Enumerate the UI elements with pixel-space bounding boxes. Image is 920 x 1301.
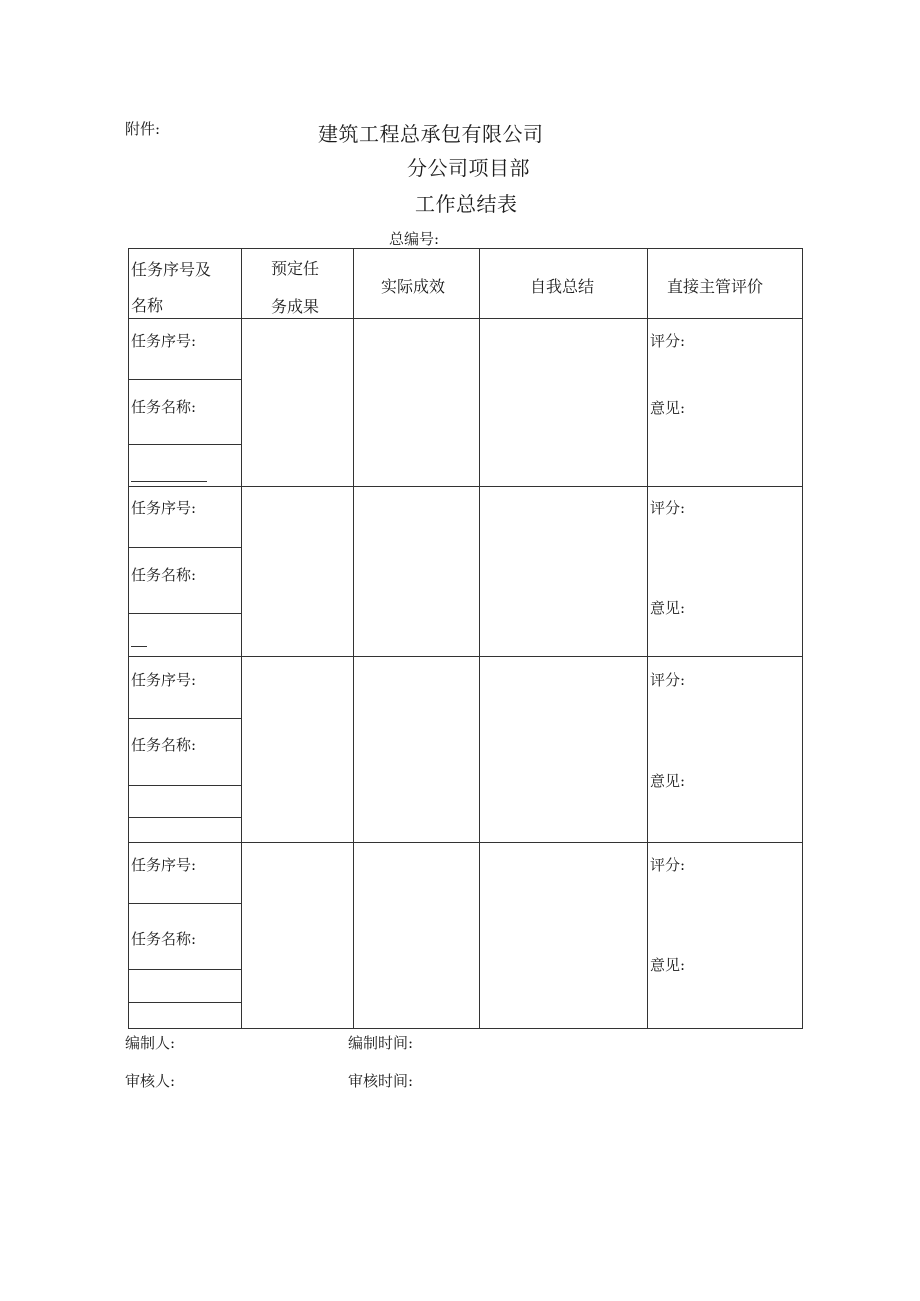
row3-task-name-label: 任务名称:	[131, 736, 197, 754]
row3-subline-3	[128, 817, 241, 818]
row2-score-label: 评分:	[650, 499, 686, 517]
row3-opinion-label: 意见:	[650, 772, 686, 790]
row1-subline-1	[128, 379, 241, 380]
row3-subline-2	[128, 785, 241, 786]
table-border-right	[802, 248, 803, 1029]
table-border-bottom	[128, 1028, 803, 1029]
row4-subline-2	[128, 969, 241, 970]
row2-name-underline	[131, 646, 147, 647]
row3-subline-1	[128, 718, 241, 719]
row-divider-1	[128, 486, 803, 487]
attachment-label: 附件:	[125, 120, 161, 138]
review-time-label: 审核时间:	[348, 1072, 414, 1090]
row3-task-no-label: 任务序号:	[131, 671, 197, 689]
row1-subline-2	[128, 444, 241, 445]
col-header-planned-line1: 预定任	[271, 259, 320, 278]
table-border-top	[128, 248, 803, 249]
title-company: 建筑工程总承包有限公司	[318, 122, 544, 146]
reviewer-label: 审核人:	[125, 1072, 176, 1090]
row-divider-3	[128, 842, 803, 843]
compile-time-label: 编制时间:	[348, 1034, 414, 1052]
row-divider-2	[128, 656, 803, 657]
row3-score-label: 评分:	[650, 671, 686, 689]
table-col-divider-4	[647, 248, 648, 1029]
row2-opinion-label: 意见:	[650, 599, 686, 617]
row2-subline-1	[128, 547, 241, 548]
table-col-divider-1	[241, 248, 242, 1029]
compiler-label: 编制人:	[125, 1034, 176, 1052]
row4-subline-3	[128, 1002, 241, 1003]
col-header-task-line2: 名称	[131, 296, 164, 315]
col-header-actual: 实际成效	[381, 277, 446, 296]
serial-number-field[interactable]	[389, 228, 527, 249]
serial-number-blank[interactable]	[441, 234, 527, 249]
table-border-left	[128, 248, 129, 1029]
row2-task-name-label: 任务名称:	[131, 566, 197, 584]
row2-task-no-label: 任务序号:	[131, 499, 197, 517]
row1-name-underline	[131, 481, 207, 482]
row1-task-name-label: 任务名称:	[131, 398, 197, 416]
row4-score-label: 评分:	[650, 856, 686, 874]
row4-task-name-label: 任务名称:	[131, 930, 197, 948]
col-header-task-line1: 任务序号及	[131, 260, 212, 279]
col-header-self-summary: 自我总结	[530, 277, 595, 296]
row1-score-label: 评分:	[650, 332, 686, 350]
row1-task-no-label: 任务序号:	[131, 332, 197, 350]
table-col-divider-3	[479, 248, 480, 1029]
title-form: 工作总结表	[415, 192, 518, 216]
header-row-divider	[128, 318, 803, 319]
col-header-planned-line2: 务成果	[271, 297, 320, 316]
row2-subline-2	[128, 613, 241, 614]
title-branch: 分公司项目部	[407, 156, 530, 180]
table-col-divider-2	[353, 248, 354, 1029]
row4-opinion-label: 意见:	[650, 956, 686, 974]
serial-number-label: 总编号:	[389, 230, 440, 248]
row1-opinion-label: 意见:	[650, 399, 686, 417]
row4-subline-1	[128, 903, 241, 904]
col-header-manager-eval: 直接主管评价	[667, 277, 764, 296]
row4-task-no-label: 任务序号:	[131, 856, 197, 874]
